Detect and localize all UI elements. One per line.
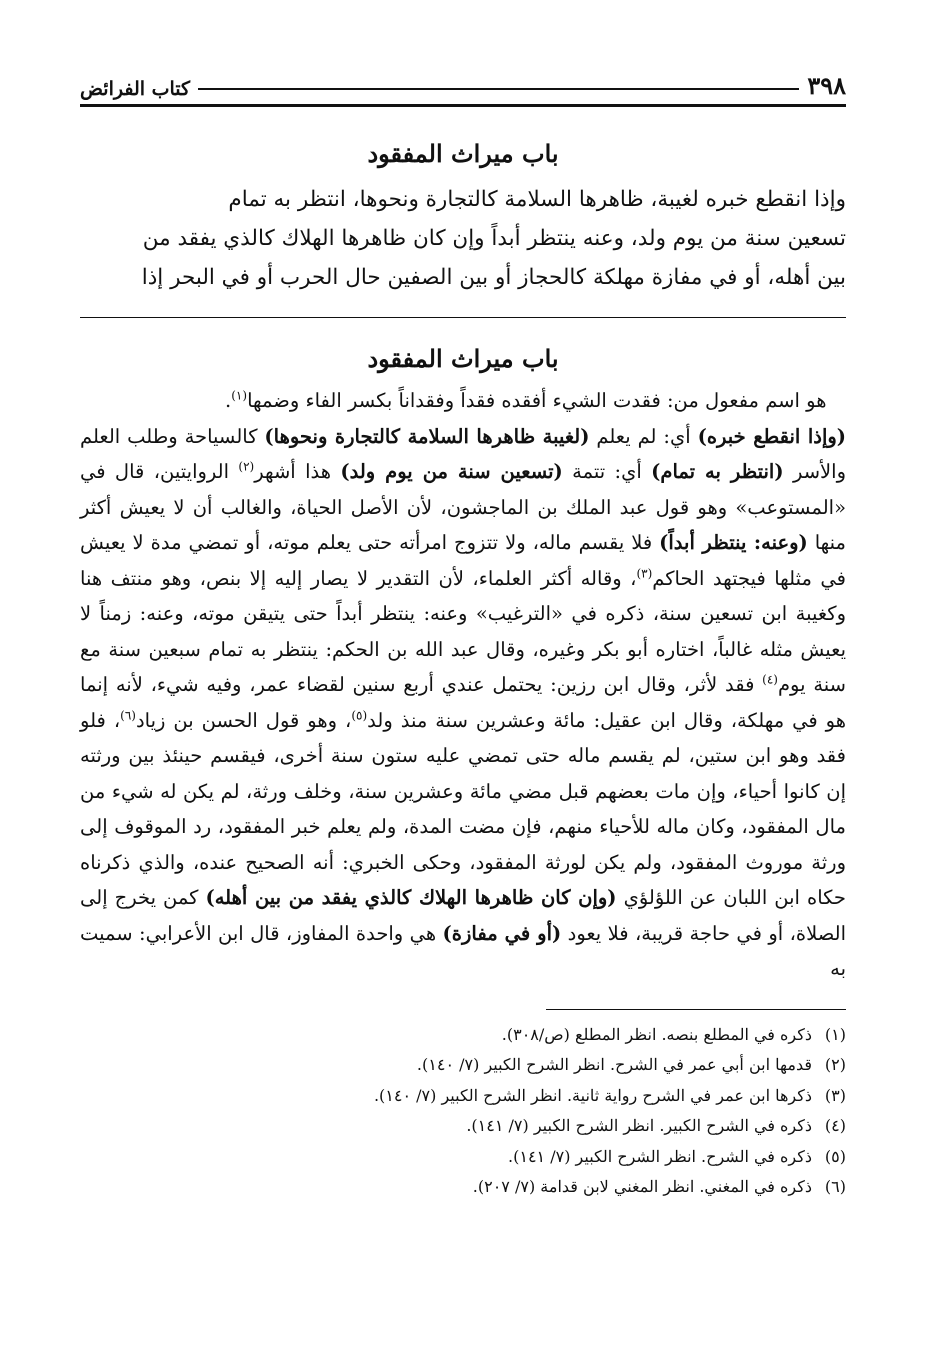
text-run: الروايتين، قال في «المستوعب» وهو قول عبد الملك بن الماجشون، لأن الأصل الحياة، والغالب أن لا يعيش أكثر منها xyxy=(80,460,846,554)
book-title: كتاب الفرائض xyxy=(80,78,191,100)
matn-line: وإذا انقطع خبره لغيبة، ظاهرها السلامة كالتجارة ونحوها، انتظر به تمام xyxy=(228,187,846,212)
footnote-ref[interactable]: (٦) xyxy=(120,708,136,722)
footnote-ref[interactable]: (٢) xyxy=(238,459,255,474)
matn-quote: (أو في مفازة) xyxy=(442,921,562,945)
text-run: هي واحدة المفاوز، قال ابن الأعرابي: سميت به xyxy=(80,921,846,980)
footnote xyxy=(80,1172,846,1203)
footnote-text: ذكره في المغني. انظر المغني لابن قدامة (٧/ ٢٠٧). xyxy=(472,1177,812,1196)
footnote-text: ذكره في الشرح. انظر الشرح الكبير (٧/ ١٤١). xyxy=(508,1146,812,1166)
text-run: هو اسم مفعول من: فقدت الشيء أفقده فقداً وفقداناً بكسر الفاء وضمها xyxy=(247,389,827,412)
running-header xyxy=(80,60,846,107)
sharh-paragraph-1 xyxy=(80,383,846,419)
text-run: . xyxy=(225,389,232,412)
text-run: كمن يخرج إلى الصلاة، أو في حاجة قريبة، فلا يعود xyxy=(80,886,846,945)
footnote-text: قدمها ابن أبي عمر في الشرح. انظر الشرح الكبير (٧/ ١٤٠). xyxy=(416,1055,812,1074)
text-run: ، وقاله أكثر العلماء، لأن التقدير لا يصار إليه إلا بنص، وهو منتف هنا وكغيبة ابن تسعين سنة، ذكره في «الترغيب» وعنه: ينتظر أبداً حتى يتيقن موته، وعنه: زمناً لا يعيش مثله غالباً، اختاره أبو بكر وغيره، وقال عبد الله بن الحكم: ينتظر به تمام سبعين سنة مع سنة يوم xyxy=(80,566,846,696)
footnote xyxy=(80,1111,846,1142)
footnote-number: (٥) xyxy=(824,1146,846,1166)
header-rule xyxy=(198,88,799,90)
matn-text xyxy=(80,180,846,297)
footnote-number: (٤) xyxy=(824,1116,846,1135)
text-run: ، فلو فقد وهو ابن ستين، لم يقسم ماله حتى تمضي عليه ستون سنة أخرى، فيقسم حينئذ بين ورثته إن كانوا أحياء، وإن مات بعضهم قبل مضي مائة وعشرين سنة، وخلف ورثة، لم يكن له شيء من مال المفقود، وكان ماله للأحياء منهم، فإن مضت المدة، ولم يعلم خبر المفقود، رد الموقوف إلى ورثة موروث المفقود، ولم يكن لورثة المفقود، وحكى الخبري: أنه الصحيح عنده، والذي ذكرناه حكاه ابن اللبان عن اللؤلؤي xyxy=(80,708,846,909)
matn-quote: (وإن كان ظاهرها الهلاك كالذي يفقد من بين أهله) xyxy=(205,886,617,909)
footnote xyxy=(80,1142,846,1173)
footnote-ref[interactable]: (١) xyxy=(231,388,248,403)
matn-quote: (تسعين سنة من يوم ولد) xyxy=(340,460,563,483)
text-run: أي: لم يعلم xyxy=(589,424,698,448)
matn-quote: (وعنه: ينتظر أبداً) xyxy=(659,531,808,554)
text-run: هذا أشهر xyxy=(254,460,341,483)
footnote-number: (٣) xyxy=(824,1085,846,1105)
text-run: كالسياحة وطلب العلم والأسر xyxy=(80,424,847,483)
footnote-number: (٦) xyxy=(824,1177,846,1196)
matn-line: بين أهله، أو في مفازة مهلكة كالحجاز أو بين الصفين حال الحرب أو في البحر إذا xyxy=(141,265,846,290)
footnote-ref[interactable]: (٣) xyxy=(636,566,653,580)
sharh-paragraph-2 xyxy=(80,419,846,987)
matn-separator xyxy=(80,317,846,318)
text-run: فلا يقسم ماله، ولا تتزوج امرأته حتى يعلم موته، أو تمضي مدة لا يعيش في مثلها فيجتهد الحاكم xyxy=(80,531,846,590)
footnote-ref[interactable]: (٤) xyxy=(762,672,778,687)
footnote-number: (٢) xyxy=(824,1055,846,1074)
footnote-ref[interactable]: (٥) xyxy=(351,708,368,722)
page-number: ٣٩٨ xyxy=(807,71,846,100)
footnote xyxy=(80,1081,846,1112)
matn-quote: (انتظر به تمام) xyxy=(651,460,784,483)
footnote xyxy=(80,1050,846,1081)
footnote-text: ذكرها ابن عمر في الشرح رواية ثانية. انظر الشرح الكبير (٧/ ١٤٠). xyxy=(373,1085,812,1105)
matn-quote: (وإذا انقطع خبره) xyxy=(697,424,847,448)
text-run: أي: تتمة xyxy=(562,460,652,483)
text-run: ، وهو قول الحسن بن زياد xyxy=(135,708,352,732)
footnote xyxy=(80,1020,846,1051)
footnote-separator xyxy=(546,1009,846,1010)
matn-line: تسعين سنة من يوم ولد، وعنه ينتظر أبداً وإن كان ظاهرها الهلاك كالذي يفقد من xyxy=(142,226,846,251)
page xyxy=(80,60,846,1350)
matn-quote: (لغيبة ظاهرها السلامة كالتجارة ونحوها) xyxy=(264,424,590,448)
sharh-chapter-title: باب ميراث المفقود xyxy=(367,344,559,373)
matn-chapter-title: باب ميراث المفقود xyxy=(367,139,559,168)
footnote-text: ذكره في المطلع بنصه. انظر المطلع (ص/٣٠٨). xyxy=(501,1024,812,1044)
footnotes xyxy=(80,1020,846,1203)
footnote-text: ذكره في الشرح الكبير. انظر الشرح الكبير (٧/ ١٤١). xyxy=(466,1116,812,1135)
footnote-number: (١) xyxy=(824,1024,846,1044)
text-run: فقد لأثر، وقال ابن رزين: يحتمل عندي أربع سنين لقضاء عمر، وفيه شيء، لأنه إنما هو في مهلكة، وقال ابن عقيل: مائة وعشرين سنة منذ ولد xyxy=(80,673,847,732)
